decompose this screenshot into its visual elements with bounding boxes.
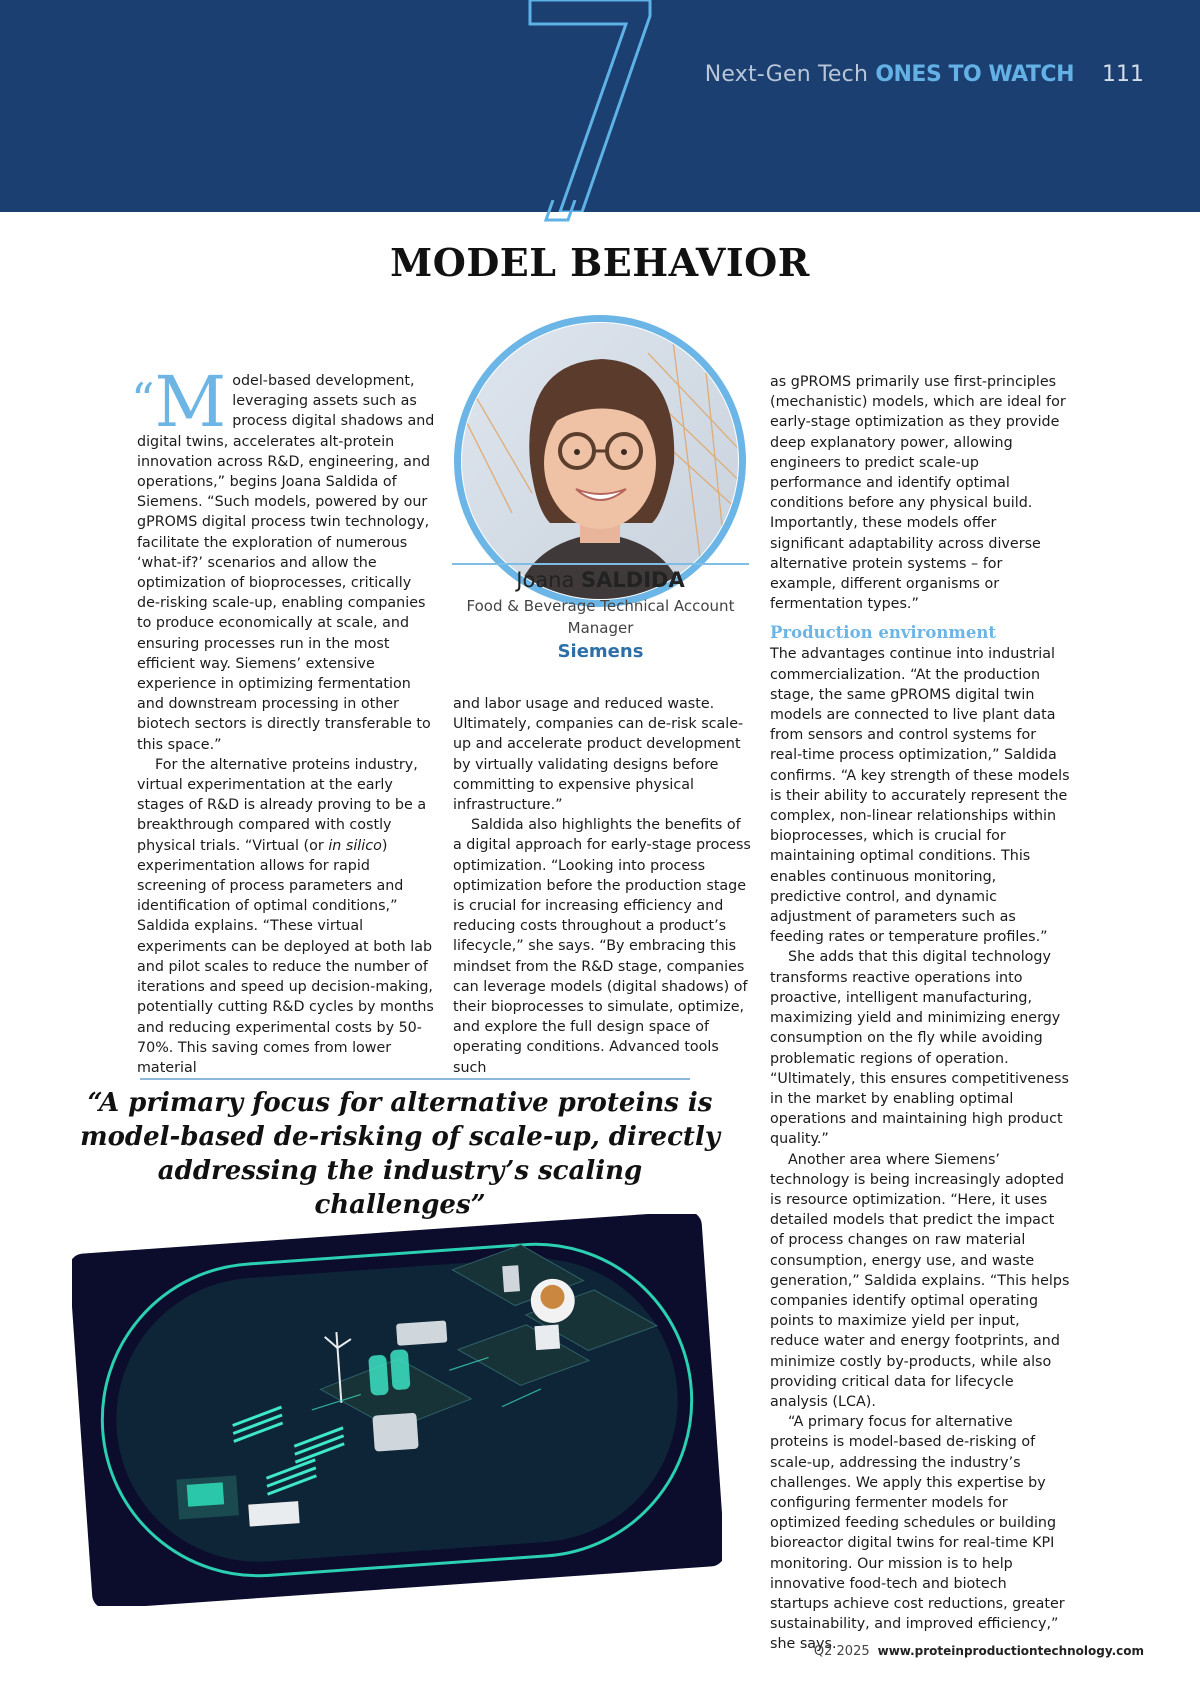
caption-rule bbox=[452, 563, 749, 565]
footer-url[interactable]: www.proteinproductiontechnology.com bbox=[877, 1644, 1144, 1658]
body-paragraph: Another area where Siemens’ technology is being increasingly adopted is resource optimization. “Here, it uses detailed models that predict the impact of process changes on raw material consumption, energy use, and waste generation,” Saldida explains. “This helps companies identify optimal operating points to maximize yield per input, reduce water and energy footprints, and minimize costly by-products, while also providing critical data for lifecycle analysis (LCA). bbox=[770, 1151, 1070, 1410]
section-number-seven-graphic bbox=[520, 0, 660, 212]
person-organization: Siemens bbox=[557, 641, 644, 662]
digital-twin-factory-illustration bbox=[72, 1214, 722, 1606]
person-role: Food & Beverage Technical Account Manager bbox=[466, 597, 735, 637]
person-last-name: SALDIDA bbox=[581, 568, 685, 592]
body-column-middle bbox=[453, 694, 751, 1078]
body-paragraph: “M odel-based development, leveraging assets such as process digital shadows and digital twins, accelerates alt-protein innovation across R&D, engineering, and operations,” begins Joana Saldida of Siemens. “Such models, powered by our gPROMS digital process twin technology, facilitate the exploration of numerous ‘what-if?’ scenarios and allow the optimization of bioprocesses, critically de-risking scale-up, enabling companies to produce economically at scale, and ensuring processes run in the most efficient way. Siemens’ extensive experience in optimizing fermentation and downstream processing in other biotech sectors is directly transferable to this space.” bbox=[131, 361, 435, 753]
person-name bbox=[452, 568, 749, 592]
footer-issue: Q2 2025 bbox=[813, 1644, 870, 1659]
portrait-caption bbox=[452, 568, 749, 662]
body-paragraph: and labor usage and reduced waste. Ultimately, companies can de-risk scale-up and accelerate product development by virtually validating designs before committing to expensive physical infrastructure.” bbox=[453, 696, 744, 814]
pullquote-rule bbox=[140, 1078, 690, 1080]
page-number: 111 bbox=[1102, 62, 1144, 87]
running-head-bold: ONES TO WATCH bbox=[875, 62, 1074, 87]
running-head bbox=[705, 62, 1074, 87]
page-footer bbox=[814, 1644, 1144, 1659]
page-header bbox=[0, 0, 1200, 212]
header-right bbox=[705, 62, 1144, 87]
body-paragraph: She adds that this digital technology transforms reactive operations into proactive, intelligent manufacturing, maximizing yield and minimizing energy consumption on the fly while avoiding problematic regions of operation. “Ultimately, this ensures competitiveness in the market by enabling optimal operations and maintaining high product quality.” bbox=[770, 949, 1069, 1148]
section-number-seven-tail bbox=[520, 200, 600, 230]
running-head-light: Next-Gen Tech bbox=[704, 62, 869, 87]
pullquote: “A primary focus for alternative proteins is model-based de-risking of scale-up, directly addressing the industry’s scaling challenges” bbox=[80, 1088, 720, 1220]
dropcap: “M bbox=[131, 361, 227, 443]
body-paragraph: as gPROMS primarily use first-principles (mechanistic) models, which are ideal for early-stage optimization as they provide deep explanatory power, allowing engineers to predict scale-up performance and identify optimal conditions before any physical build. Importantly, these models offer significant adaptability across diverse alternative protein systems – for example, different organisms or fermentation types.” bbox=[770, 374, 1066, 613]
body-column-left bbox=[131, 361, 437, 1078]
body-column-right bbox=[770, 372, 1070, 1655]
section-subhead: Production environment bbox=[770, 623, 996, 643]
body-paragraph: Saldida also highlights the benefits of a digital approach for early-stage process optimization. “Looking into process optimization before the production stage is crucial for increasing efficiency and reducing costs throughout a product’s lifecycle,” she says. “By embracing this mindset from the R&D stage, companies can leverage models (digital shadows) of their bioprocesses to simulate, optimize, and explore the full design space of operating conditions. Advanced tools such bbox=[453, 817, 751, 1076]
article-title: MODEL BEHAVIOR bbox=[390, 240, 810, 285]
body-paragraph: The advantages continue into industrial commercialization. “At the production stage, the same gPROMS digital twin models are connected to live plant data from sensors and control systems for real-time process optimization,” Saldida confirms. “A key strength of these models is their ability to accurately represent the complex, non-linear relationships within bioprocesses, which is crucial for maintaining optimal conditions. This enables continuous monitoring, predictive control, and dynamic adjustment of parameters such as feeding rates or temperature profiles.” bbox=[770, 646, 1070, 946]
body-paragraph: “A primary focus for alternative proteins is model-based de-risking of scale-up, addressing the industry’s challenges. We apply this expertise by configuring fermenter models for optimized feeding schedules or building bioreactor digital twins for real-time KPI monitoring. Our mission is to help innovative food-tech and biotech startups achieve cost reductions, greater sustainability, and improved efficiency,” she says. bbox=[770, 1414, 1065, 1653]
person-first-name: Joana bbox=[516, 568, 575, 592]
body-paragraph: For the alternative proteins industry, virtual experimentation at the early stages of R&D is already proving to be a breakthrough compared with costly physical trials. “Virtual (or in silico) experimentation allows for rapid screening of process parameters and identification of optimal conditions,” Saldida explains. “These virtual experiments can be deployed at both lab and pilot scales to reduce the number of iterations and speed up decision-making, potentially cutting R&D cycles by months and reducing experimental costs by 50-70%. This saving comes from lower material bbox=[137, 756, 434, 1076]
